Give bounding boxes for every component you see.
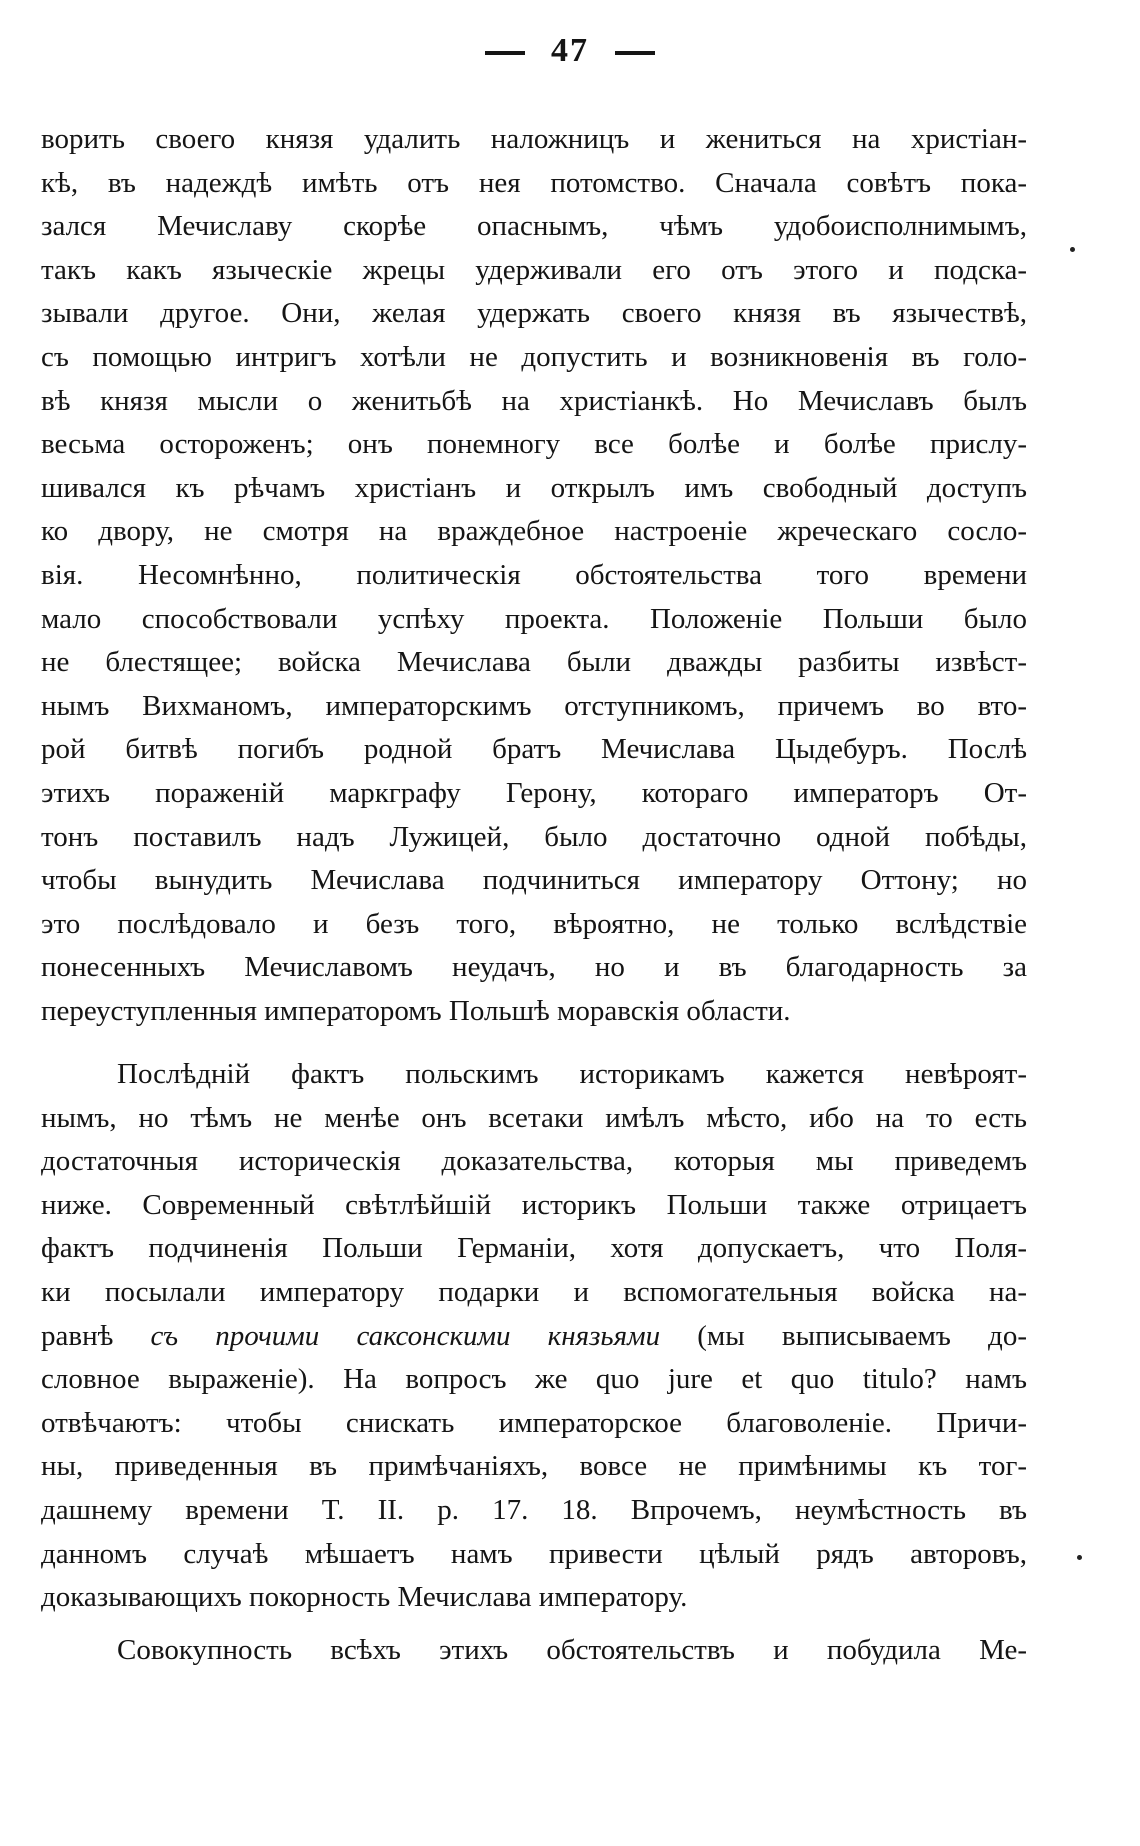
- text-line: достаточныя историческія доказательства, которыя мы приведемъ: [41, 1145, 1027, 1178]
- page-number-header: [0, 32, 1140, 70]
- dash-left: [485, 51, 525, 55]
- text-segment: равнѣ: [41, 1319, 151, 1352]
- page-number: 47: [551, 32, 589, 69]
- text-line: весьма остороженъ; онъ понемногу все болѣе и болѣе прислу-: [41, 428, 1027, 461]
- paragraph-1: [41, 118, 1027, 1033]
- text-line: съ помощью интригъ хотѣли не допустить и возникновенія въ голо-: [41, 340, 1027, 373]
- paragraph-2: [41, 1053, 1027, 1620]
- text-line: фактъ подчиненія Польши Германіи, хотя допускаетъ, что Поля-: [41, 1232, 1027, 1265]
- text-line: ко двору, не смотря на враждебное настроеніе жреческаго сосло-: [41, 515, 1027, 548]
- text-line: шивался къ рѣчамъ христіанъ и открылъ имъ свободный доступъ: [41, 471, 1027, 504]
- text-line: нымъ Вихманомъ, императорскимъ отступникомъ, причемъ во вто-: [41, 689, 1027, 722]
- text-line: чтобы вынудить Мечислава подчиниться императору Оттону; но: [41, 864, 1027, 897]
- text-line: отвѣчаютъ: чтобы снискать императорское благоволеніе. Причи-: [41, 1406, 1027, 1439]
- text-line: понесенныхъ Мечиславомъ неудачъ, но и въ благодарность за: [41, 951, 1027, 984]
- text-line: зался Мечиславу скорѣе опаснымъ, чѣмъ удобоисполнимымъ,: [41, 210, 1027, 243]
- print-speck: [1070, 247, 1075, 252]
- text-line: вія. Несомнѣнно, политическія обстоятельства того времени: [41, 558, 1027, 591]
- text-line: ны, приведенныя въ примѣчаніяхъ, вовсе не примѣнимы къ тог-: [41, 1450, 1027, 1483]
- text-line: [41, 1315, 1027, 1359]
- print-speck: [1077, 1555, 1082, 1560]
- text-line: зывали другое. Они, желая удержать своего князя въ язычествѣ,: [41, 297, 1027, 330]
- text-line: рой битвѣ погибъ родной братъ Мечислава Цыдебуръ. Послѣ: [41, 733, 1027, 766]
- text-line: ниже. Современный свѣтлѣйшій историкъ Польши также отрицаетъ: [41, 1188, 1027, 1221]
- text-line: это послѣдовало и безъ того, вѣроятно, не только вслѣдствіе: [41, 907, 1027, 940]
- text-line: ворить своего князя удалить наложницъ и жениться на христіан-: [41, 123, 1027, 155]
- text-line: ки посылали императору подарки и вспомогательныя войска на-: [41, 1275, 1027, 1308]
- text-line: дашнему времени T. II. p. 17. 18. Впрочемъ, неумѣстность въ: [41, 1493, 1027, 1526]
- text-line: кѣ, въ надеждѣ имѣть отъ нея потомство. Сначала совѣтъ пока-: [41, 166, 1027, 199]
- text-line: мало способствовали успѣху проекта. Положеніе Польши было: [41, 602, 1027, 635]
- text-line: нымъ, но тѣмъ не менѣе онъ всетаки имѣлъ мѣсто, ибо на то есть: [41, 1101, 1027, 1134]
- text-line: словное выраженіе). На вопросъ же quo jure et quo titulo? намъ: [41, 1363, 1027, 1396]
- dash-right: [615, 51, 655, 55]
- text-line: не блестящее; войска Мечислава были дважды разбиты извѣст-: [41, 646, 1027, 679]
- text-line: этихъ пораженій маркграфу Герону, котораго императоръ От-: [41, 776, 1027, 809]
- italic-quote: съ прочими саксонскими князьями: [150, 1319, 661, 1352]
- text-line: вѣ князя мысли о женитьбѣ на христіанкѣ. Но Мечиславъ былъ: [41, 384, 1027, 417]
- text-line: данномъ случаѣ мѣшаетъ намъ привести цѣлый рядъ авторовъ,: [41, 1537, 1027, 1570]
- text-line: переуступленныя императоромъ Польшѣ моравскія области.: [41, 994, 791, 1027]
- text-line: тонъ поставилъ надъ Лужицей, было достаточно одной побѣды,: [41, 820, 1027, 853]
- paragraph-3: [41, 1629, 1027, 1673]
- text-segment: (мы выписываемъ до-: [660, 1319, 1027, 1352]
- text-line: Совокупность всѣхъ этихъ обстоятельствъ и побудила Ме-: [117, 1634, 1027, 1666]
- text-line: доказывающихъ покорность Мечислава императору.: [41, 1581, 688, 1614]
- text-line: Послѣдній фактъ польскимъ историкамъ кажется невѣроят-: [117, 1058, 1027, 1090]
- text-line: такъ какъ языческіе жрецы удерживали его отъ этого и подска-: [41, 253, 1027, 286]
